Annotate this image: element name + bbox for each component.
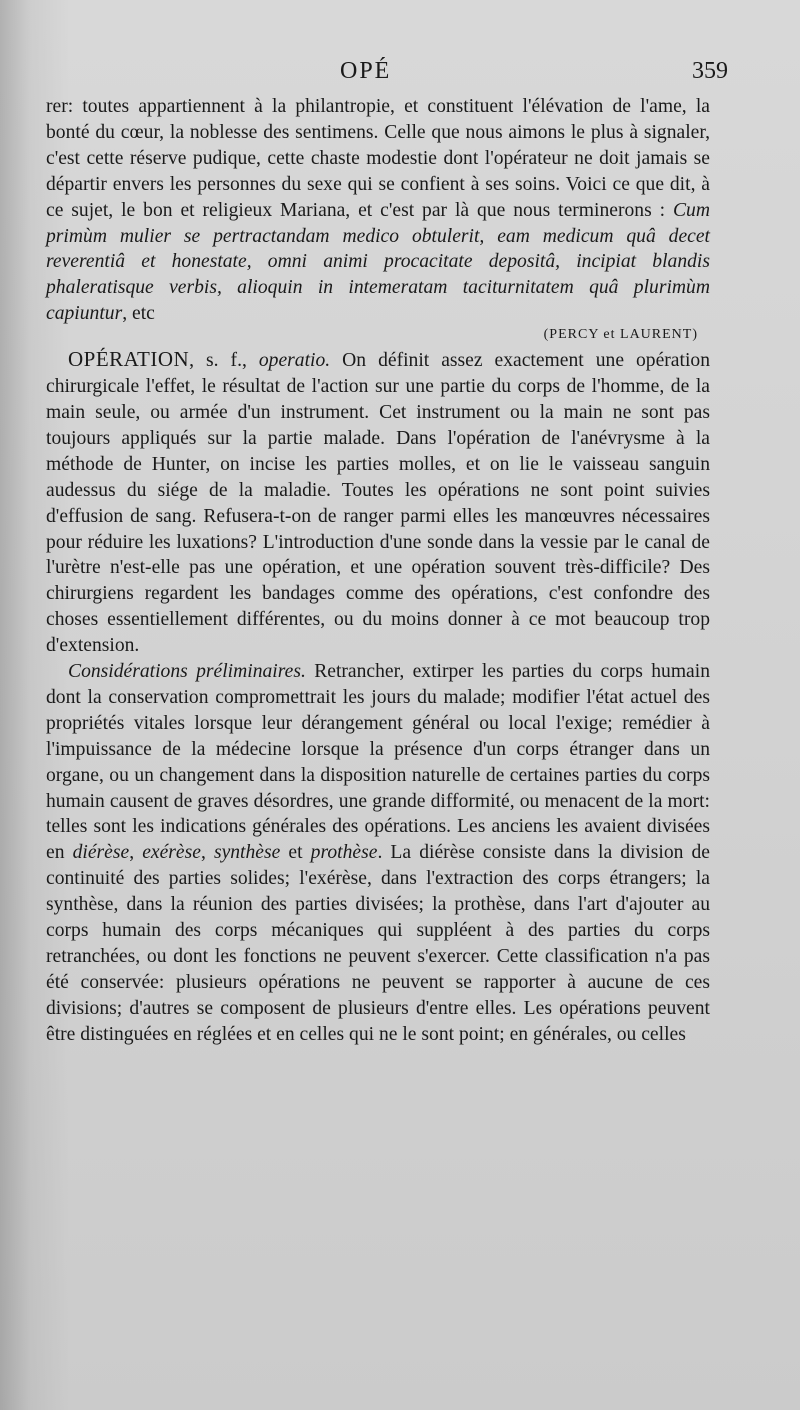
term-dierese: diérèse — [72, 842, 130, 864]
page-number: 359 — [692, 58, 728, 84]
entry-definition: On définit assez exactement une opération chirurgicale l'effet, le résultat de l'action sur une partie du corps de l'homme, de la main seule, ou armée d'un instrument. Cet instrument ou la main ne sont pas toujours appliqués sur la partie malade. Dans l'opération de l'anévrysme à la méthode de Hunter, on incise les parties molles, et on lie le vaisseau sanguin audessus du siége de la maladie. Toutes les opérations ne sont point suivies d'effusion de sang. Refusera-t-on de ranger parmi elles les manœuvres nécessaires pour réduire les luxations? L'introduction d'une sonde dans la vessie par le canal de l'urètre n'est-elle pas une opération, et une opération souvent très-difficile? Des chirurgiens regardent les bandages comme des opérations, c'est confondre des choses essentiellement différentes, ou du moins donner à ce mot beaucoup trop d'extension. — [46, 350, 710, 657]
term-synthese: synthèse — [213, 842, 281, 864]
quotation-end: , etc — [122, 303, 155, 325]
running-head: OPÉ — [340, 58, 392, 84]
term-separator: , — [200, 842, 214, 864]
body-text — [46, 94, 710, 1048]
term-exerese: exérèse — [142, 842, 201, 864]
entry-grammar: , s. f., — [189, 350, 259, 372]
paragraph-text: rer: toutes appartiennent à la philantropie, et constituent l'élévation de l'ame, la bonté du cœur, la noblesse des sentimens. Celle que nous aimons le plus à signaler, c'est cette réserve pudique, cette chaste modestie dont l'opérateur ne doit jamais se départir envers les personnes du sexe qui se confient à ses soins. Voici ce que dit, à ce sujet, le bon et religieux Mariana, et c'est par là que nous terminerons : — [46, 96, 710, 221]
entry-headword: OPÉRATION — [68, 347, 190, 372]
page-header — [0, 58, 800, 92]
latin-quotation: Cum primùm mulier se pertractandam medico obtulerit, eam medicum quâ decet reverentiâ et honestate, omni animi procacitate depositâ, incipiat blandis phaleratisque verbis, alioquin in intemeratam taciturnitatem quâ plurimùm capiuntur — [46, 199, 710, 325]
term-separator: , — [129, 842, 143, 864]
author-attribution: (PERCY et LAURENT) — [543, 327, 698, 343]
entry-paragraph — [46, 347, 710, 659]
term-separator: et — [280, 842, 311, 864]
section-text-continued: . La diérèse consiste dans la division de continuité des parties solides; l'exérèse, dans l'extraction des corps étrangers; la synthèse, dans la réunion des parties divisées; la prothèse, dans l'art d'ajouter au corps humain des corps mécaniques qui suppléent à des parties du corps retranchées, ou dont les fonctions ne peuvent s'exercer. Cette classification n'a pas été conservée: plusieurs opérations ne peuvent se rapporter à aucune de ces divisions; d'autres se composent de plusieurs d'entre elles. Les opérations peuvent être distinguées en réglées et en celles qui ne le sont point; en générales, ou celles — [46, 842, 711, 1045]
continued-paragraph — [46, 94, 710, 343]
entry-latin: operatio. — [258, 350, 331, 372]
section-text: Retrancher, extirper les parties du corps humain dont la conservation compromettrait les jours du malade; modifier l'état actuel des propriétés vitales lorsque leur dérangement général ou local l'exige; remédier à l'impuissance de la médecine lorsque la présence d'un corps étranger dans un organe, ou un changement dans la disposition naturelle de certaines parties du corps humain causent de graves désordres, une grande difformité, ou menacent de la mort: telles sont les indications générales des opérations. Les anciens les avaient divisées en — [46, 661, 710, 864]
term-prothese: prothèse — [310, 842, 378, 864]
section-paragraph — [46, 659, 710, 1048]
section-title: Considérations préliminaires. — [68, 661, 306, 683]
